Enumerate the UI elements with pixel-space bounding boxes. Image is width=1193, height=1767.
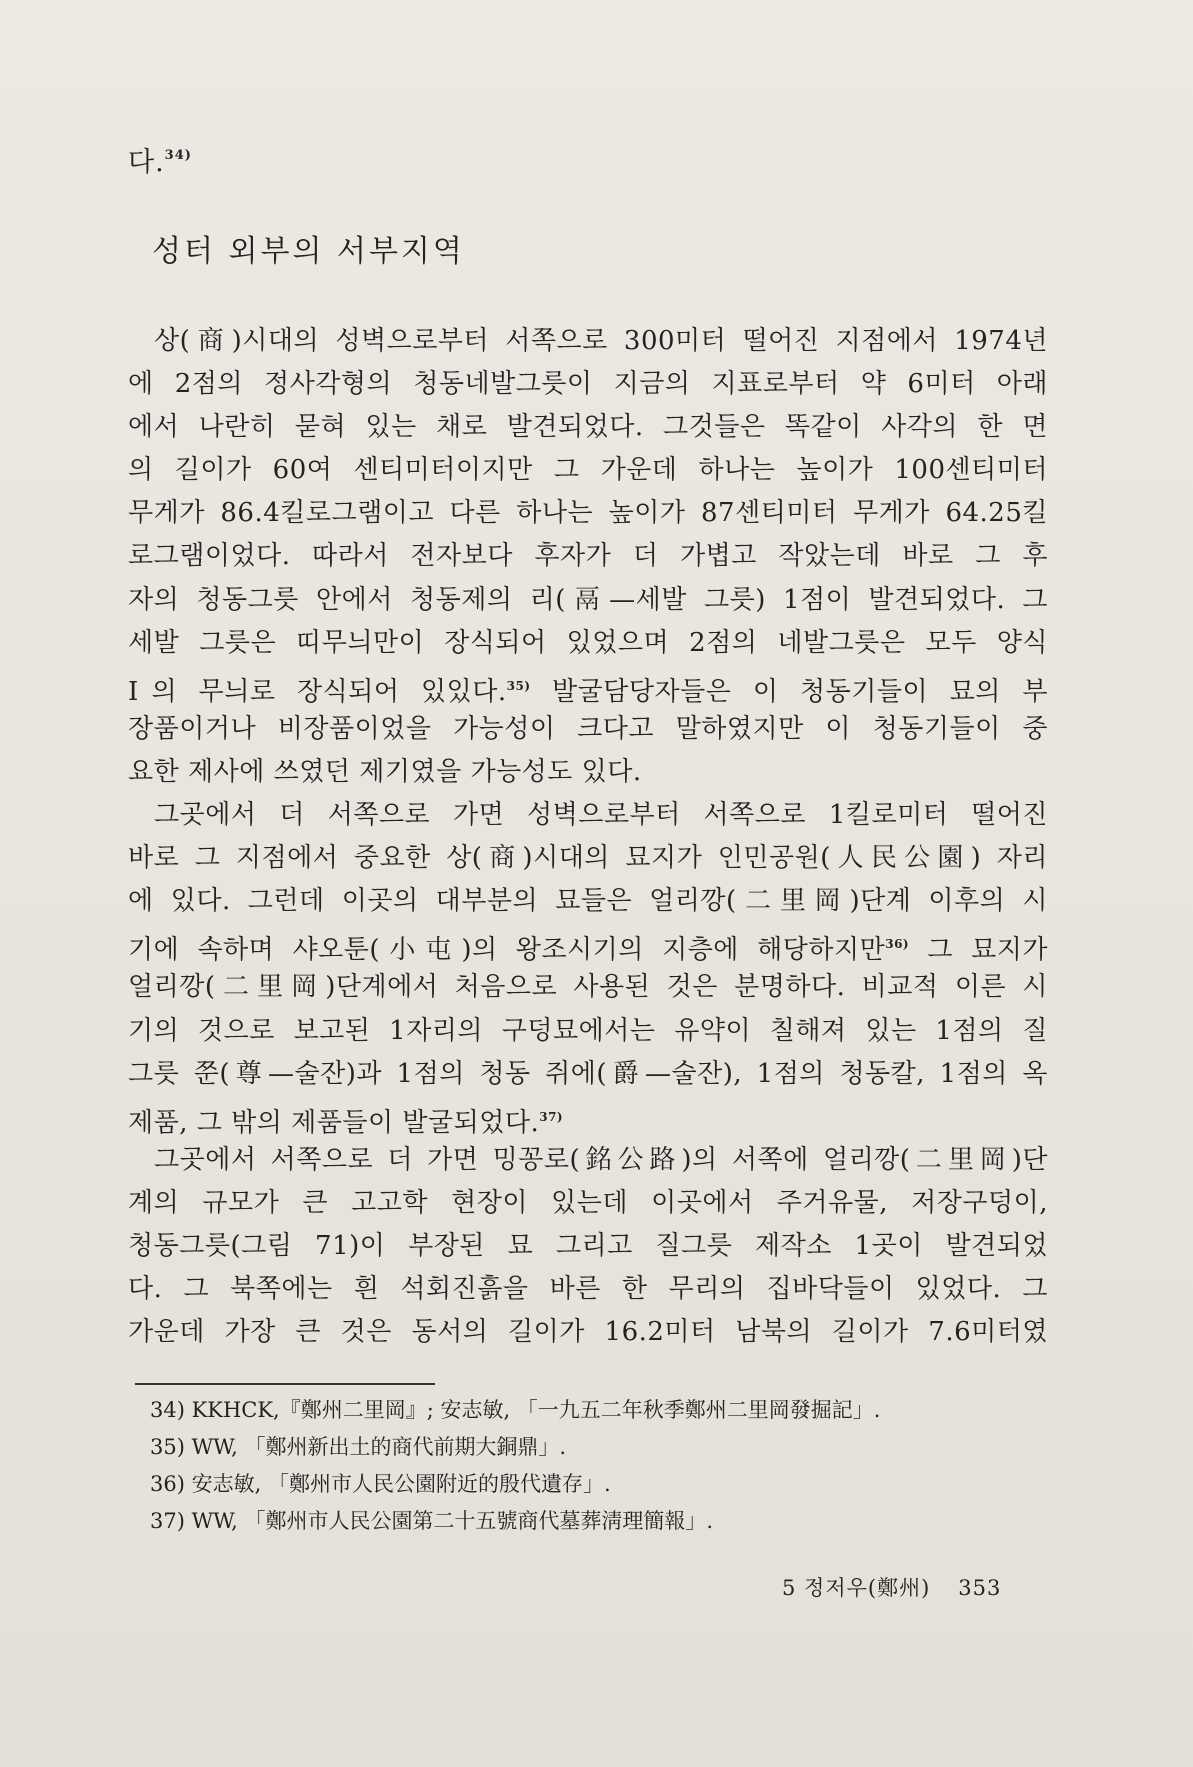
- continued-text: [128, 140, 192, 179]
- body-line-text: 자의 청동그릇 안에서 청동제의 리(鬲—세발 그릇) 1점이 발견되었다. 그: [128, 584, 1048, 615]
- body-line-text: 로그램이었다. 따라서 전자보다 후자가 더 가볍고 작았는데 바로 그 후: [128, 541, 1048, 572]
- footnote-ref: 36): [885, 937, 910, 952]
- continued-text-content: 다.: [128, 147, 165, 178]
- body-line-text: 발굴담당자들은 이 청동기들이 묘의 부: [530, 676, 1048, 707]
- body-line: [128, 923, 1048, 966]
- body-line-text: 바로 그 지점에서 중요한 상(商)시대의 묘지가 인민공원(人民公園) 자리: [128, 843, 1048, 874]
- body-line-text: 에 있다. 그런데 이곳의 대부분의 묘들은 얼리깡(二里岡)단계 이후의 시: [128, 886, 1048, 917]
- body-line: [128, 320, 1048, 363]
- body-line: [128, 535, 1048, 578]
- footnote: 35) WW, 「鄭州新出土的商代前期大銅鼎」.: [150, 1435, 567, 1459]
- body-line: [128, 406, 1048, 449]
- body-line: [128, 1311, 1048, 1354]
- section-heading: 성터 외부의 서부지역: [152, 234, 465, 269]
- body-line: [128, 1096, 1048, 1139]
- footnote-ref: 37): [539, 1109, 564, 1124]
- body-line-text: 계의 규모가 큰 고고학 현장이 있는데 이곳에서 주거유물, 저장구덩이,: [128, 1187, 1048, 1218]
- body-line-text: 무게가 86.4킬로그램이고 다른 하나는 높이가 87센티미터 무게가 64.25킬: [128, 498, 1048, 529]
- body-line: [128, 579, 1048, 622]
- body-line: [128, 751, 1048, 794]
- body-text: [128, 320, 1048, 1354]
- footnote-ref: 35): [506, 678, 531, 693]
- body-line: [128, 1268, 1048, 1311]
- body-line: [128, 708, 1048, 751]
- chapter-title: 5 정저우(鄭州): [782, 1576, 931, 1600]
- footnote-ref: 34): [164, 148, 192, 163]
- body-line-text: 기의 것으로 보고된 1자리의 구덩묘에서는 유약이 칠해져 있는 1점의 질: [128, 1015, 1048, 1046]
- body-line-text: 가운데 가장 큰 것은 동서의 길이가 16.2미터 남북의 길이가 7.6미터였: [128, 1317, 1048, 1348]
- body-line-text: 기에 속하며 샤오툰(小屯)의 왕조시기의 지층에 해당하지만: [128, 935, 886, 966]
- footnotes: [150, 1392, 881, 1540]
- body-line-text: 그릇 쭌(尊—술잔)과 1점의 청동 쥐에(爵—술잔), 1점의 청동칼, 1점의 옥: [128, 1058, 1048, 1089]
- body-line-text: 세발 그릇은 띠무늬만이 장식되어 있었으며 2점의 네발그릇은 모두 양식: [128, 627, 1048, 658]
- footnote-divider: [135, 1383, 435, 1385]
- body-line-text: Ⅰ의 무늬로 장식되어 있있다.: [128, 676, 507, 707]
- body-line: [128, 794, 1048, 837]
- body-line: [128, 837, 1048, 880]
- body-line: [128, 1010, 1048, 1053]
- body-line-text: 에서 나란히 묻혀 있는 채로 발견되었다. 그것들은 똑같이 사각의 한 면: [128, 412, 1048, 443]
- body-line: [128, 622, 1048, 665]
- body-line: [128, 492, 1048, 535]
- body-line-text: 상(商)시대의 성벽으로부터 서쪽으로 300미터 떨어진 지점에서 1974년: [154, 326, 1048, 356]
- body-line-text: 얼리깡(二里岡)단계에서 처음으로 사용된 것은 분명하다. 비교적 이른 시: [128, 972, 1048, 1003]
- body-line-text: 제품, 그 밖의 제품들이 발굴되었다.: [128, 1107, 540, 1138]
- body-line: [128, 1182, 1048, 1225]
- body-line-text: 의 길이가 60여 센티미터이지만 그 가운데 하나는 높이가 100센티미터: [128, 455, 1048, 486]
- body-line-text: 요한 제사에 쓰였던 제기였을 가능성도 있다.: [128, 756, 642, 787]
- footnote: 34) KKHCK,『鄭州二里岡』; 安志敏, 「一九五二年秋季鄭州二里岡發掘記」.: [150, 1398, 881, 1422]
- body-line-text: 그곳에서 더 서쪽으로 가면 성벽으로부터 서쪽으로 1킬로미터 떨어진: [154, 800, 1048, 831]
- body-line: [128, 1139, 1048, 1182]
- page-number: 353: [958, 1576, 1002, 1600]
- body-line: [128, 1053, 1048, 1096]
- body-line-text: 장품이거나 비장품이었을 가능성이 크다고 말하였지만 이 청동기들이 중: [128, 713, 1048, 744]
- footnote: 36) 安志敏, 「鄭州市人民公園附近的殷代遺存」.: [150, 1472, 611, 1496]
- body-line-text: 그 묘지가: [909, 935, 1048, 966]
- footnote: 37) WW, 「鄭州市人民公園第二十五號商代墓葬淸理簡報」.: [150, 1509, 714, 1533]
- body-line-text: 청동그릇(그림 71)이 부장된 묘 그리고 질그릇 제작소 1곳이 발견되었: [128, 1230, 1048, 1261]
- body-line: [128, 363, 1048, 406]
- body-line: [128, 665, 1048, 708]
- body-line-text: 다. 그 북쪽에는 흰 석회진흙을 바른 한 무리의 집바닥들이 있었다. 그: [128, 1274, 1048, 1305]
- body-line: [128, 1225, 1048, 1268]
- body-line-text: 에 2점의 정사각형의 청동네발그릇이 지금의 지표로부터 약 6미터 아래: [128, 369, 1048, 400]
- body-line-text: 그곳에서 서쪽으로 더 가면 밍꽁로(銘公路)의 서쪽에 얼리깡(二里岡)단: [154, 1144, 1048, 1175]
- body-line: [128, 880, 1048, 923]
- page-footer: [782, 1572, 1001, 1602]
- body-line: [128, 966, 1048, 1009]
- body-line: [128, 449, 1048, 492]
